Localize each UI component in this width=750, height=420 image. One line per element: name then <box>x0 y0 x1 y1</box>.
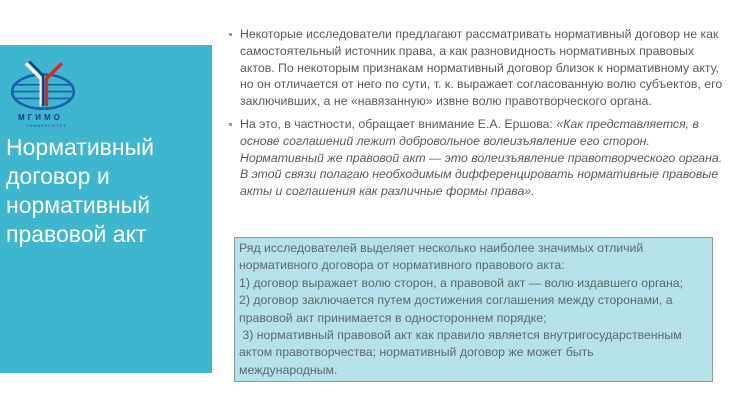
box-line: международным. <box>239 362 338 377</box>
bullet-item <box>228 116 723 200</box>
bullet-item <box>228 26 723 110</box>
bullet-quote: «Как представляется, в основе соглашений лежит добровольное волеизъявление его сторон. Нормативный же правовой акт — это волеизъявление правотворческого органа. В этой связи полагаю необходимым дифференцировать нормативные правовые акты и соглашения как различные формы права». <box>240 116 723 199</box>
title-panel <box>0 45 212 373</box>
bullet-text: Некоторые исследователи предлагают рассматривать нормативный договор не как самостоятельный источник права, а как разновидность нормативных правовых актов. По некоторым признакам нормативный договор близок к нормативному акту, но он отличается от него по сути, т. к. выражает согласованную волю субъектов, его заключивших, а не «навязанную» извне волю правотворческого органа. <box>240 27 723 109</box>
bullet-text: На это, в частности, обращает внимание Е.А. Ершова: <box>240 116 557 131</box>
mgimo-logo-icon <box>8 53 78 113</box>
logo-name: МГИМО <box>18 113 63 122</box>
box-line: 2) договор заключается путем достижения соглашения между сторонами, а <box>239 293 673 308</box>
box-line: Ряд исследователей выделяет несколько наиболее значимых отличий <box>239 241 644 255</box>
bullet-list <box>228 26 723 206</box>
box-line: правовой акт принимается в одностороннем порядке; <box>239 310 547 325</box>
box-line: 1) договор выражает волю сторон, а правовой акт — волю издавшего органа; <box>239 275 684 290</box>
box-line: нормативного договора от нормативного правового акта: <box>239 258 565 273</box>
box-line: 3) нормативный правовой акт как правило является внутригосударственным <box>239 328 682 343</box>
differences-box <box>234 237 713 382</box>
box-line: актом правотворчества; нормативный договор же может быть <box>239 345 594 360</box>
logo-subtitle: УНИВЕРСИТЕТ <box>26 123 67 128</box>
slide-title: Нормативный договор и нормативный правовой акт <box>6 134 154 247</box>
